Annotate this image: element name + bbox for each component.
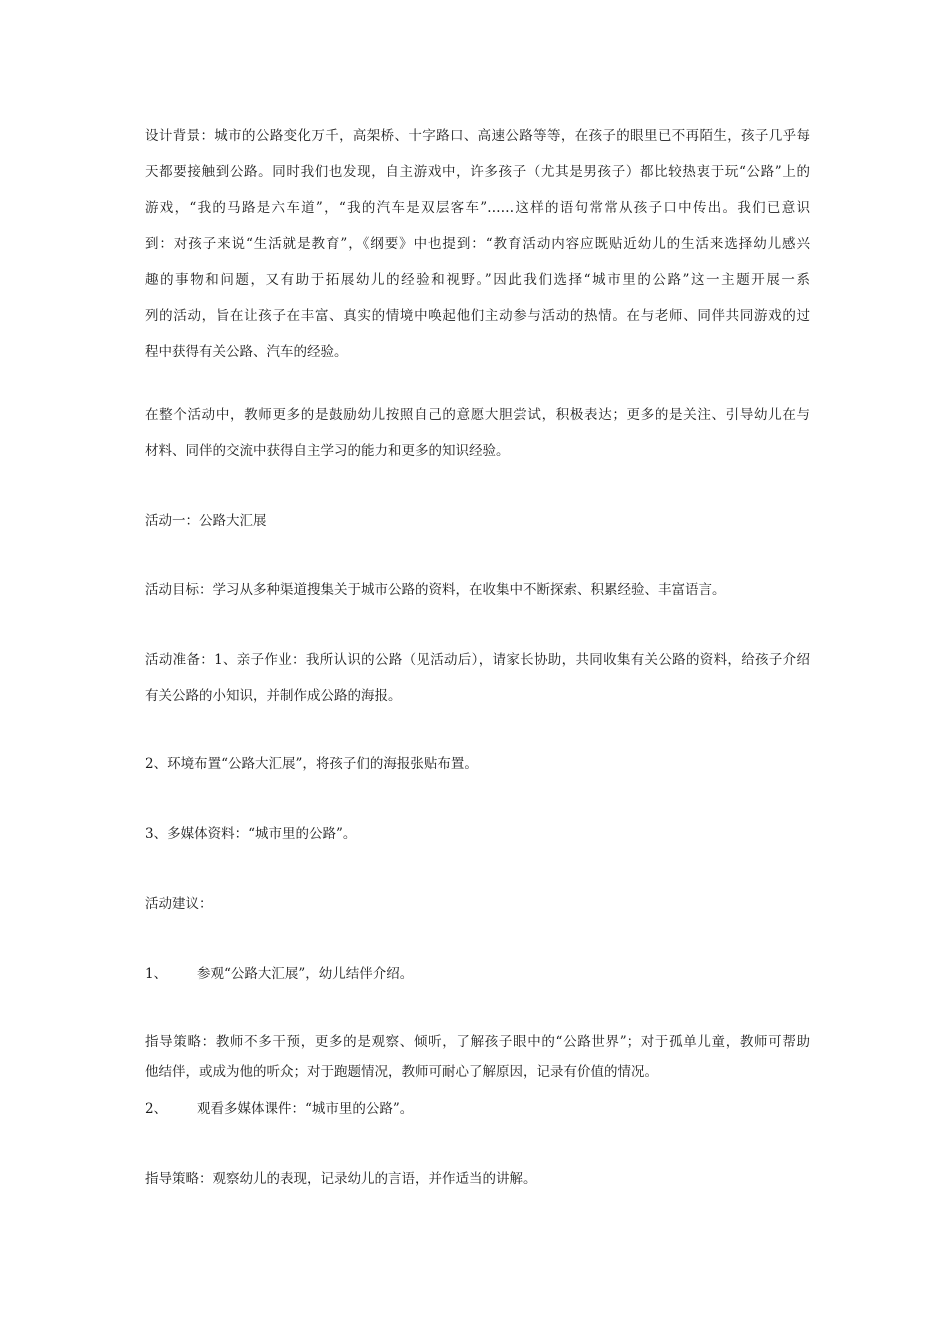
suggestion-number: 2、 bbox=[145, 1101, 168, 1117]
paragraph-line: 到：对孩子来说“生活就是教育”，《纲要》中也提到：“教育活动内容应既贴近幼儿的生活来选择幼儿感兴 bbox=[145, 236, 810, 252]
suggestion-number: 1、 bbox=[145, 966, 168, 982]
paragraph-line: 程中获得有关公路、汽车的经验。 bbox=[145, 344, 348, 360]
preparation-item-2: 2、环境布置“公路大汇展”，将孩子们的海报张贴布置。 bbox=[145, 756, 478, 772]
paragraph-line: 有关公路的小知识，并制作成公路的海报。 bbox=[145, 688, 402, 704]
suggestion-2-strategy: 指导策略：观察幼儿的表现，记录幼儿的言语，并作适当的讲解。 bbox=[145, 1171, 537, 1187]
activity-preparation bbox=[145, 642, 810, 714]
overview-paragraph bbox=[145, 397, 810, 469]
suggestion-text: 观看多媒体课件：“城市里的公路”。 bbox=[197, 1101, 414, 1117]
paragraph-line: 材料、同伴的交流中获得自主学习的能力和更多的知识经验。 bbox=[145, 443, 510, 459]
paragraph-line: 在整个活动中，教师更多的是鼓励幼儿按照自己的意愿大胆尝试，积极表达；更多的是关注、引导幼儿在与 bbox=[145, 407, 810, 423]
paragraph-line: 天都要接触到公路。同时我们也发现，自主游戏中，许多孩子（尤其是男孩子）都比较热衷于玩“公路”上的 bbox=[145, 164, 810, 180]
design-background-paragraph bbox=[145, 118, 810, 370]
paragraph-line: 游戏，“我的马路是六车道”，“我的汽车是双层客车”……这样的语句常常从孩子口中传出。我们已意识 bbox=[145, 200, 810, 216]
suggestion-item-2 bbox=[145, 1091, 810, 1127]
suggestion-text: 参观“公路大汇展”，幼儿结伴介绍。 bbox=[197, 966, 414, 982]
activity-title: 活动一：公路大汇展 bbox=[145, 513, 267, 529]
paragraph-line: 列的活动，旨在让孩子在丰富、真实的情境中唤起他们主动参与活动的热情。在与老师、同伴共同游戏的过 bbox=[145, 308, 810, 324]
paragraph-line: 他结伴，或成为他的听众；对于跑题情况，教师可耐心了解原因，记录有价值的情况。 bbox=[145, 1064, 658, 1080]
preparation-item-3: 3、多媒体资料：“城市里的公路”。 bbox=[145, 826, 357, 842]
paragraph-line: 趣的事物和问题，又有助于拓展幼儿的经验和视野。”因此我们选择“城市里的公路”这一主题开展一系 bbox=[145, 272, 810, 288]
paragraph-line: 指导策略：教师不多干预，更多的是观察、倾听，了解孩子眼中的“公路世界”；对于孤单儿童，教师可帮助 bbox=[145, 1034, 810, 1050]
suggestion-1-strategy bbox=[145, 1027, 810, 1087]
activity-goal: 活动目标：学习从多种渠道搜集关于城市公路的资料，在收集中不断探索、积累经验、丰富语言。 bbox=[145, 582, 726, 598]
suggestion-item-1 bbox=[145, 956, 810, 992]
paragraph-line: 活动准备：1、亲子作业：我所认识的公路（见活动后），请家长协助，共同收集有关公路的资料，给孩子介绍 bbox=[145, 652, 810, 668]
paragraph-line: 设计背景：城市的公路变化万千，高架桥、十字路口、高速公路等等，在孩子的眼里已不再陌生，孩子几乎每 bbox=[145, 128, 810, 144]
suggestions-title: 活动建议： bbox=[145, 896, 213, 912]
